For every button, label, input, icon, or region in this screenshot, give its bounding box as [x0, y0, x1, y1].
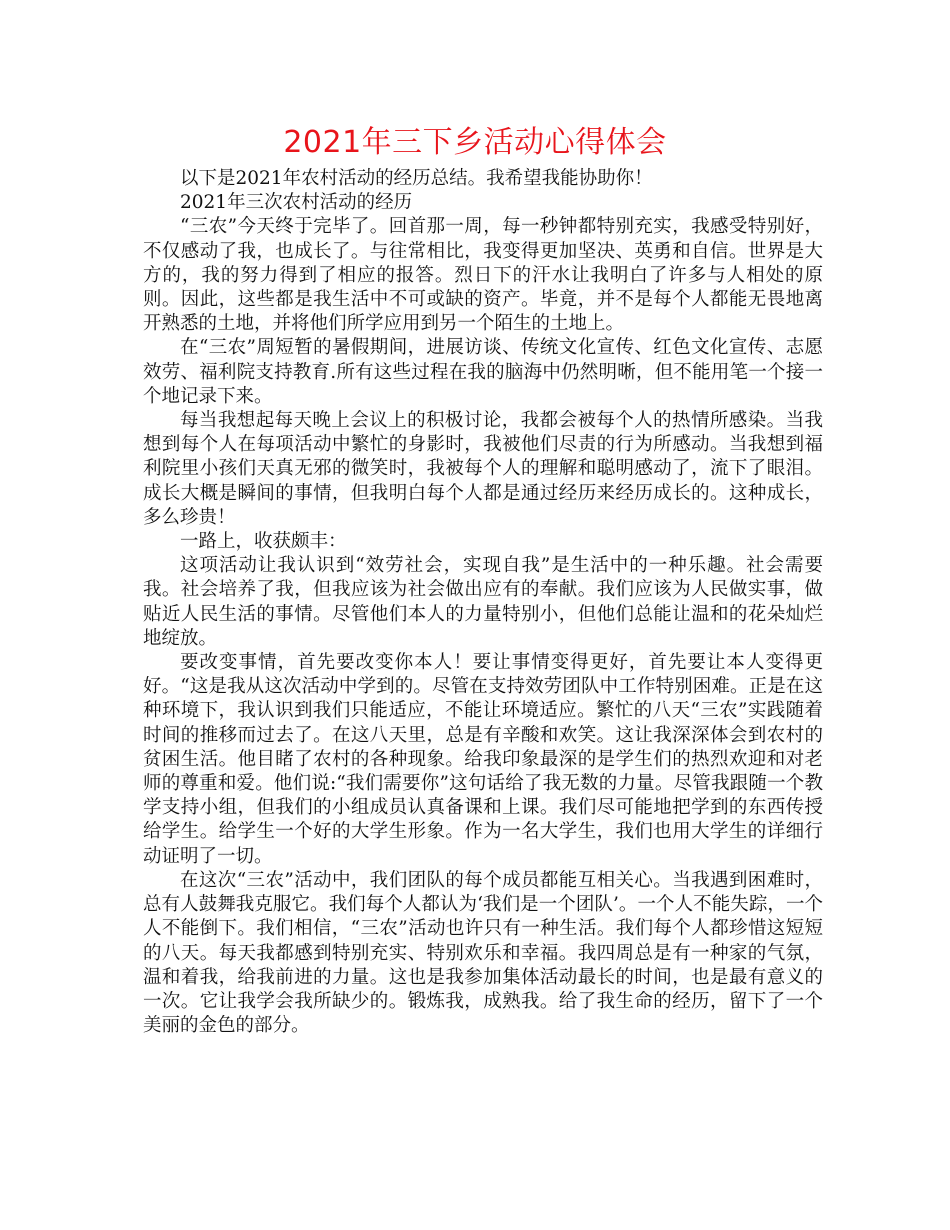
document-body [143, 167, 823, 1038]
paragraph: 这项活动让我认识到“效劳社会，实现自我”是生活中的一种乐趣。社会需要我。社会培养了我，但我应该为社会做出应有的奉献。我们应该为人民做实事，做贴近人民生活的事情。尽管他们本人的力量特别小，但他们总能让温和的花朵灿烂地绽放。 [143, 555, 823, 649]
paragraph: 要改变事情，首先要改变你本人！要让事情变得更好，首先要让本人变得更好。“这是我从这次活动中学到的。尽管在支持效劳团队中工作特别困难。正是在这种环境下，我认识到我们只能适应，不能让环境适应。繁忙的八天“三农”实践随着时间的推移而过去了。在这八天里，总是有辛酸和欢笑。这让我深深体会到农村的贫困生活。他目睹了农村的各种现象。给我印象最深的是学生们的热烈欢迎和对老师的尊重和爱。他们说:“我们需要你”这句话给了我无数的力量。尽管我跟随一个教学支持小组，但我们的小组成员认真备课和上课。我们尽可能地把学到的东西传授给学生。给学生一个好的大学生形象。作为一名大学生，我们也用大学生的详细行动证明了一切。 [143, 652, 823, 867]
paragraph: 在这次“三农”活动中，我们团队的每个成员都能互相关心。当我遇到困难时，总有人鼓舞我克服它。我们每个人都认为‘我们是一个团队’。一个人不能失踪，一个人不能倒下。我们相信，“三农”活动也许只有一种生活。我们每个人都珍惜这短短的八天。每天我都感到特别充实、特别欢乐和幸福。我四周总是有一种家的气氛，温和着我，给我前进的力量。这也是我参加集体活动最长的时间，也是最有意义的一次。它让我学会我所缺少的。锻炼我，成熟我。给了我生命的经历，留下了一个美丽的金色的部分。 [143, 869, 823, 1037]
paragraph: “三农”今天终于完毕了。回首那一周，每一秒钟都特别充实，我感受特别好，不仅感动了我，也成长了。与往常相比，我变得更加坚决、英勇和自信。世界是大方的，我的努力得到了相应的报答。烈日下的汗水让我明白了许多与人相处的原则。因此，这些都是我生活中不可或缺的资产。毕竟，并不是每个人都能无畏地离开熟悉的土地，并将他们所学应用到另一个陌生的土地上。 [143, 216, 823, 335]
paragraph-subtitle: 2021年三次农村活动的经历 [180, 192, 413, 214]
document-title: 2021年三下乡活动心得体会 [283, 125, 667, 160]
paragraph: 在“三农”周短暂的暑假期间，进展访谈、传统文化宣传、红色文化宣传、志愿效劳、福利院支持教育.所有这些过程在我的脑海中仍然明晰，但不能用笔一个接一个地记录下来。 [143, 337, 823, 407]
paragraph: 每当我想起每天晚上会议上的积极讨论，我都会被每个人的热情所感染。当我想到每个人在每项活动中繁忙的身影时，我被他们尽责的行为所感动。当我想到福利院里小孩们天真无邪的微笑时，我被每个人的理解和聪明感动了，流下了眼泪。成长大概是瞬间的事情，但我明白每个人都是通过经历来经历成长的。这种成长，多么珍贵！ [143, 410, 823, 528]
paragraph-intro: 以下是2021年农村活动的经历总结。我希望我能协助你！ [180, 168, 653, 189]
paragraph: 一路上，收获颇丰： [180, 531, 347, 553]
